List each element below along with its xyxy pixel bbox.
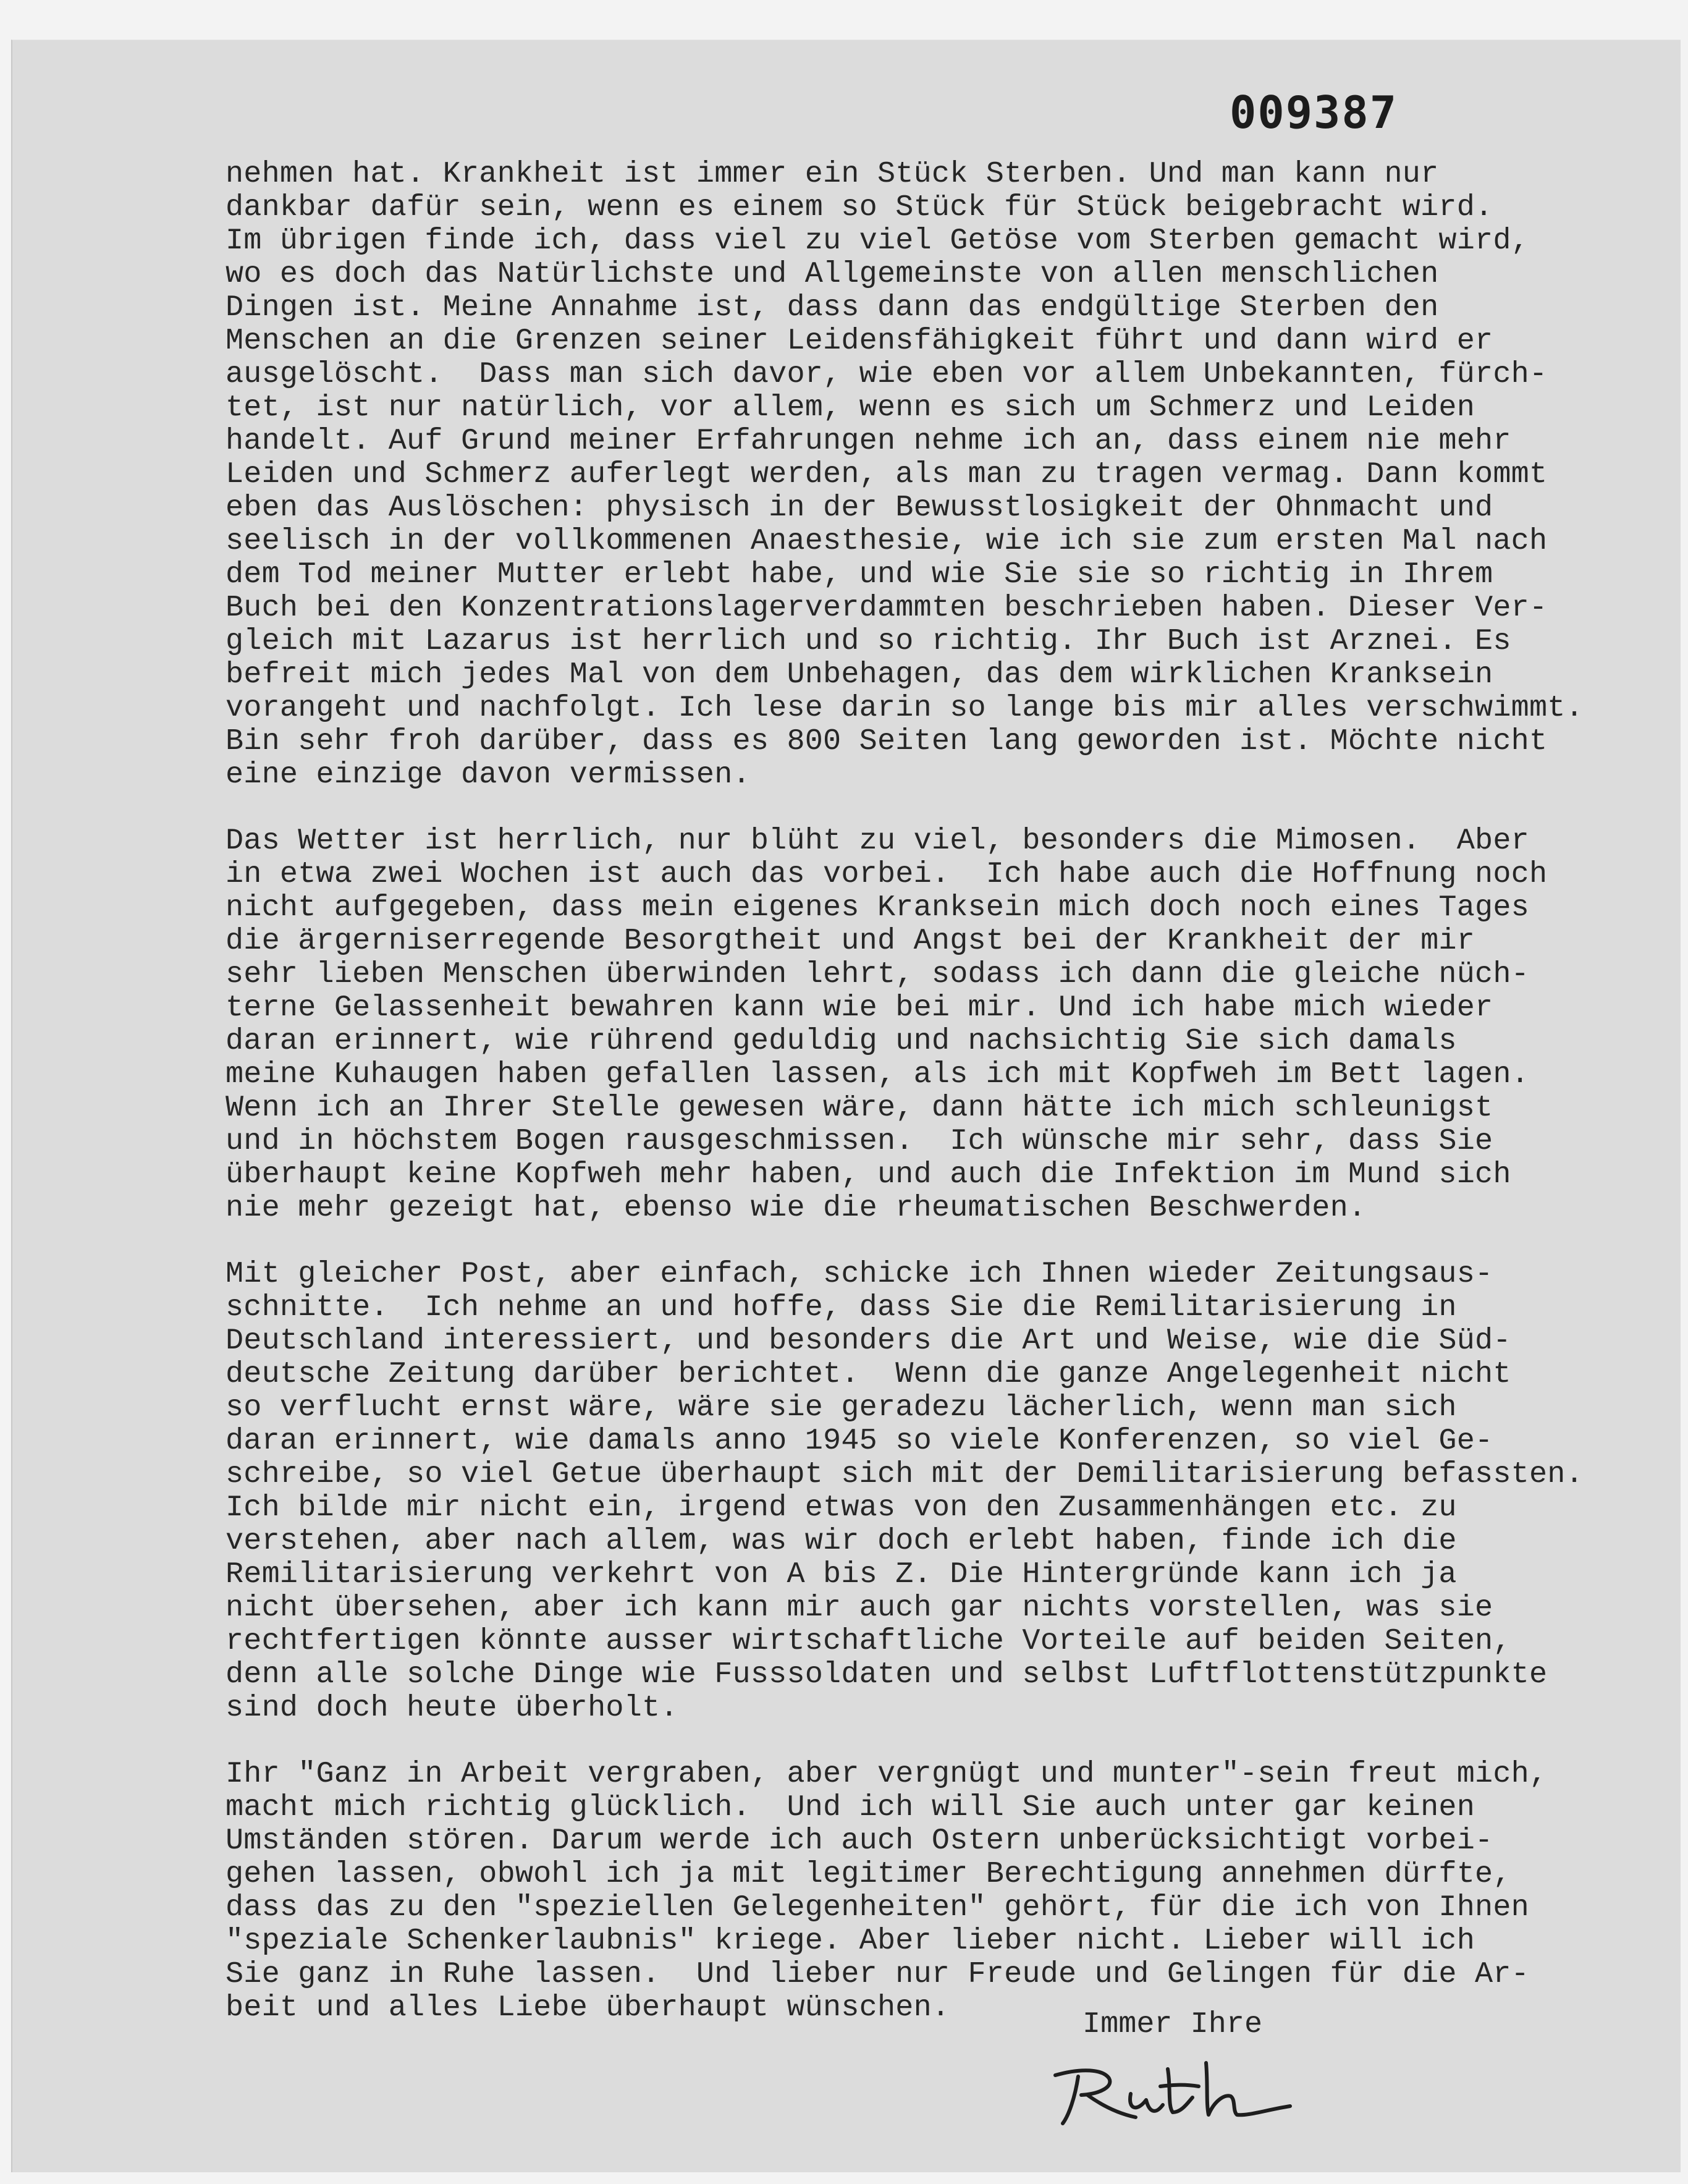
text-line: nie mehr gezeigt hat, ebenso wie die rheumatischen Beschwerden. [226, 1191, 1367, 1225]
text-line: terne Gelassenheit bewahren kann wie bei mir. Und ich habe mich wieder [226, 991, 1493, 1025]
text-line: so verflucht ernst wäre, wäre sie geradezu lächerlich, wenn man sich [226, 1390, 1457, 1424]
text-line: Menschen an die Grenzen seiner Leidensfähigkeit führt und dann wird er [226, 324, 1493, 358]
text-line: meine Kuhaugen haben gefallen lassen, als ich mit Kopfweh im Bett lagen. [226, 1057, 1529, 1091]
text-line: wo es doch das Natürlichste und Allgemeinste von allen menschlichen [226, 257, 1439, 291]
document-number: 009387 [1230, 87, 1398, 138]
paragraph [226, 824, 1665, 1225]
text-line: verstehen, aber nach allem, was wir doch erlebt haben, finde ich die [226, 1524, 1457, 1558]
text-line: schnitte. Ich nehme an und hoffe, dass Sie die Remilitarisierung in [226, 1290, 1457, 1324]
paragraph [226, 1758, 1665, 2025]
text-line: ausgelöscht. Dass man sich davor, wie eben vor allem Unbekannten, fürch- [226, 357, 1548, 391]
text-line: eben das Auslöschen: physisch in der Bewusstlosigkeit der Ohnmacht und [226, 491, 1493, 525]
text-line: dass das zu den "speziellen Gelegenheiten" gehört, für die ich von Ihnen [226, 1890, 1529, 1924]
text-line: nehmen hat. Krankheit ist immer ein Stück Sterben. Und man kann nur [226, 157, 1439, 191]
text-line: Umständen stören. Darum werde ich auch Ostern unberücksichtigt vorbei- [226, 1824, 1493, 1858]
text-line: Leiden und Schmerz auferlegt werden, als man zu tragen vermag. Dann kommt [226, 457, 1548, 491]
text-line: Mit gleicher Post, aber einfach, schicke ich Ihnen wieder Zeitungsaus- [226, 1257, 1493, 1291]
text-line: Sie ganz in Ruhe lassen. Und lieber nur Freude und Gelingen für die Ar- [226, 1957, 1529, 1991]
text-line: "speziale Schenkerlaubnis" kriege. Aber lieber nicht. Lieber will ich [226, 1924, 1475, 1958]
letter-body [226, 158, 1665, 2057]
text-line: seelisch in der vollkommenen Anaesthesie, wie ich sie zum ersten Mal nach [226, 524, 1548, 558]
text-line: Ihr "Ganz in Arbeit vergraben, aber vergnügt und munter"-sein freut mich, [226, 1757, 1548, 1791]
text-line: überhaupt keine Kopfweh mehr haben, und auch die Infektion im Mund sich [226, 1158, 1511, 1191]
text-line: sehr lieben Menschen überwinden lehrt, sodass ich dann die gleiche nüch- [226, 957, 1529, 991]
text-line: gleich mit Lazarus ist herrlich und so richtig. Ihr Buch ist Arznei. Es [226, 624, 1511, 658]
text-line: nicht übersehen, aber ich kann mir auch gar nichts vorstellen, was sie [226, 1591, 1493, 1625]
text-line: die ärgerniserregende Besorgtheit und Angst bei der Krankheit der mir [226, 924, 1475, 958]
text-line: dem Tod meiner Mutter erlebt habe, und wie Sie sie so richtig in Ihrem [226, 557, 1493, 591]
text-line: Ich bilde mir nicht ein, irgend etwas von den Zusammenhängen etc. zu [226, 1491, 1457, 1525]
text-line: Bin sehr froh darüber, dass es 800 Seiten lang geworden ist. Möchte nicht [226, 724, 1548, 758]
text-line: tet, ist nur natürlich, vor allem, wenn es sich um Schmerz und Leiden [226, 391, 1475, 425]
text-line: Remilitarisierung verkehrt von A bis Z. Die Hintergründe kann ich ja [226, 1557, 1457, 1591]
handwritten-signature [1044, 2051, 1304, 2131]
text-line: und in höchstem Bogen rausgeschmissen. Ich wünsche mir sehr, dass Sie [226, 1124, 1493, 1158]
text-line: sind doch heute überholt. [226, 1691, 678, 1725]
text-line: Buch bei den Konzentrationslagerverdammten beschrieben haben. Dieser Ver- [226, 591, 1548, 625]
text-line: macht mich richtig glücklich. Und ich will Sie auch unter gar keinen [226, 1790, 1475, 1824]
text-line: deutsche Zeitung darüber berichtet. Wenn die ganze Angelegenheit nicht [226, 1357, 1511, 1391]
text-line: dankbar dafür sein, wenn es einem so Stück für Stück beigebracht wird. [226, 190, 1493, 224]
text-line: gehen lassen, obwohl ich ja mit legitimer Berechtigung annehmen dürfte, [226, 1857, 1511, 1891]
text-line: in etwa zwei Wochen ist auch das vorbei. Ich habe auch die Hoffnung noch [226, 857, 1548, 891]
text-line: schreibe, so viel Getue überhaupt sich mit der Demilitarisierung befassten. [226, 1457, 1584, 1491]
text-line: vorangeht und nachfolgt. Ich lese darin so lange bis mir alles verschwimmt. [226, 691, 1584, 725]
text-line: daran erinnert, wie rührend geduldig und nachsichtig Sie sich damals [226, 1024, 1457, 1058]
paragraph [226, 158, 1665, 792]
text-line: Dingen ist. Meine Annahme ist, dass dann das endgültige Sterben den [226, 290, 1439, 324]
text-line: Deutschland interessiert, und besonders die Art und Weise, wie die Süd- [226, 1324, 1511, 1358]
text-line: handelt. Auf Grund meiner Erfahrungen nehme ich an, dass einem nie mehr [226, 424, 1511, 458]
text-line: rechtfertigen könnte ausser wirtschaftliche Vorteile auf beiden Seiten, [226, 1624, 1511, 1658]
text-line: Wenn ich an Ihrer Stelle gewesen wäre, dann hätte ich mich schleunigst [226, 1091, 1493, 1125]
text-line: Im übrigen finde ich, dass viel zu viel Getöse vom Sterben gemacht wird, [226, 224, 1529, 258]
text-line: befreit mich jedes Mal von dem Unbehagen, das dem wirklichen Kranksein [226, 658, 1493, 692]
text-line: nicht aufgegeben, dass mein eigenes Kranksein mich doch noch eines Tages [226, 891, 1529, 925]
paragraph [226, 1258, 1665, 1725]
closing-phrase: Immer Ihre [1082, 2007, 1263, 2041]
text-line: denn alle solche Dinge wie Fusssoldaten und selbst Luftflottenstützpunkte [226, 1657, 1548, 1691]
text-line: beit und alles Liebe überhaupt wünschen. [226, 1991, 950, 2025]
text-line: eine einzige davon vermissen. [226, 758, 751, 792]
text-line: Das Wetter ist herrlich, nur blüht zu viel, besonders die Mimosen. Aber [226, 824, 1529, 858]
text-line: daran erinnert, wie damals anno 1945 so viele Konferenzen, so viel Ge- [226, 1424, 1493, 1458]
